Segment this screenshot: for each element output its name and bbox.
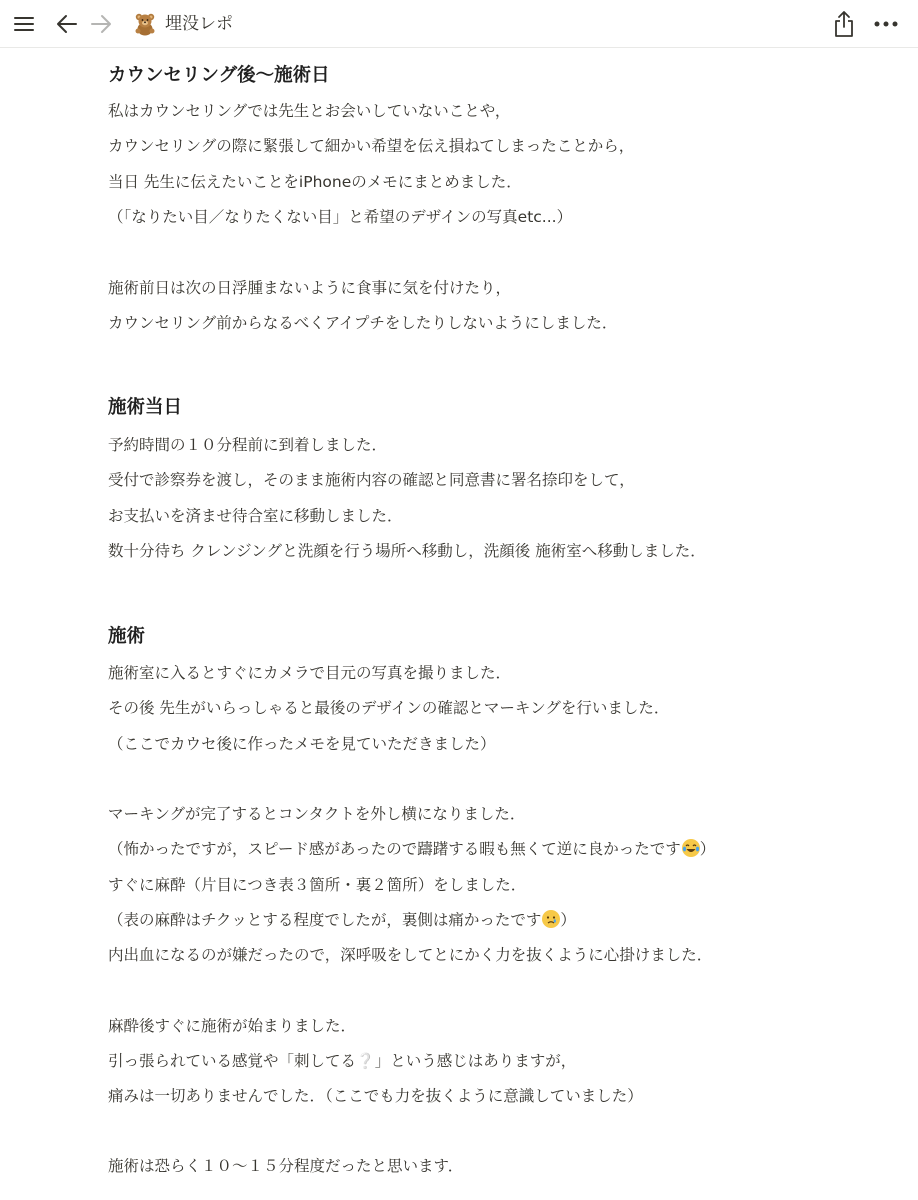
text-line: 痛みは一切ありませんでした．（ここでも力を抜くように意識していました） bbox=[108, 1087, 643, 1105]
forward-button[interactable] bbox=[86, 9, 116, 39]
heading-treatment-day: 施術当日 bbox=[108, 397, 183, 418]
more-horizontal-icon bbox=[873, 20, 899, 28]
text-line: 受付で診察券を渡し，そのまま施術内容の確認と同意書に署名捺印をして， bbox=[108, 471, 635, 489]
text-line: 内出血になるのが嫌だったので，深呼吸をしてとにかく力を抜くように心掛けました． bbox=[108, 946, 713, 964]
text-line-with-emoji bbox=[108, 908, 576, 932]
crying-face-emoji bbox=[542, 910, 560, 928]
arrow-left-icon bbox=[56, 14, 78, 34]
text-line: 数十分待ち クレンジングと洗顔を行う場所へ移動し，洗顔後 施術室へ移動しました． bbox=[108, 542, 706, 560]
text-line: その後 先生がいらっしゃると最後のデザインの確認とマーキングを行いました． bbox=[108, 699, 670, 717]
text-line: すぐに麻酔（片目につき表３箇所・裏２箇所）をしました． bbox=[108, 876, 527, 894]
text-segment: （怖かったですが，スピード感があったので躊躇する暇も無くて逆に良かったです bbox=[108, 840, 681, 858]
share-button[interactable] bbox=[829, 8, 859, 40]
text-line: （「なりたい目／なりたくない目」と希望のデザインの写真etc...） bbox=[108, 208, 573, 226]
text-line: 予約時間の１０分程前に到着しました． bbox=[108, 436, 388, 454]
heading-treatment: 施術 bbox=[108, 626, 146, 647]
text-line: 施術は恐らく１０〜１５分程度だったと思います． bbox=[108, 1157, 464, 1175]
text-line: （ここでカウセ後に作ったメモを見ていただきました） bbox=[108, 735, 496, 753]
text-segment: ） bbox=[699, 840, 716, 858]
menu-icon bbox=[13, 15, 35, 33]
text-line: マーキングが完了するとコンタクトを外し横になりました． bbox=[108, 805, 526, 823]
arrow-right-icon bbox=[90, 14, 112, 34]
page-content bbox=[108, 48, 888, 1200]
text-line-with-emoji bbox=[108, 1049, 576, 1073]
text-segment: ） bbox=[560, 911, 576, 929]
tears-of-joy-emoji bbox=[682, 839, 700, 857]
question-mark-emoji: ❔ bbox=[356, 1052, 375, 1070]
text-line: 施術前日は次の日浮腫まないように食事に気を付けたり， bbox=[108, 279, 512, 297]
text-line: お支払いを済ませ待合室に移動しました． bbox=[108, 507, 403, 525]
text-line: カウンセリングの際に緊張して細かい希望を伝え損ねてしまったことから， bbox=[108, 137, 635, 155]
text-line: 施術室に入るとすぐにカメラで目元の写真を撮りました． bbox=[108, 664, 512, 682]
text-segment: 引っ張られている感覚や「刺してる bbox=[108, 1052, 357, 1070]
page-title[interactable]: 埋没レポ bbox=[165, 14, 233, 34]
teddy-bear-icon[interactable] bbox=[132, 11, 158, 37]
share-icon bbox=[833, 10, 855, 38]
text-segment: （表の麻酔はチクッとする程度でしたが，裏側は痛かったです bbox=[108, 911, 542, 929]
text-line: カウンセリング前からなるべくアイプチをしたりしないようにしました． bbox=[108, 314, 618, 332]
more-button[interactable] bbox=[871, 9, 901, 39]
text-line-with-emoji bbox=[108, 837, 715, 861]
back-button[interactable] bbox=[52, 9, 82, 39]
text-line: 麻酔後すぐに施術が始まりました． bbox=[108, 1017, 357, 1035]
text-segment: 」という感じはありますが， bbox=[374, 1052, 577, 1070]
heading-after-counseling: カウンセリング後〜施術日 bbox=[108, 65, 330, 86]
menu-button[interactable] bbox=[9, 9, 39, 39]
top-bar bbox=[0, 0, 918, 48]
text-line: 当日 先生に伝えたいことをiPhoneのメモにまとめました． bbox=[108, 173, 522, 191]
text-line: 私はカウンセリングでは先生とお会いしていないことや， bbox=[108, 102, 511, 120]
